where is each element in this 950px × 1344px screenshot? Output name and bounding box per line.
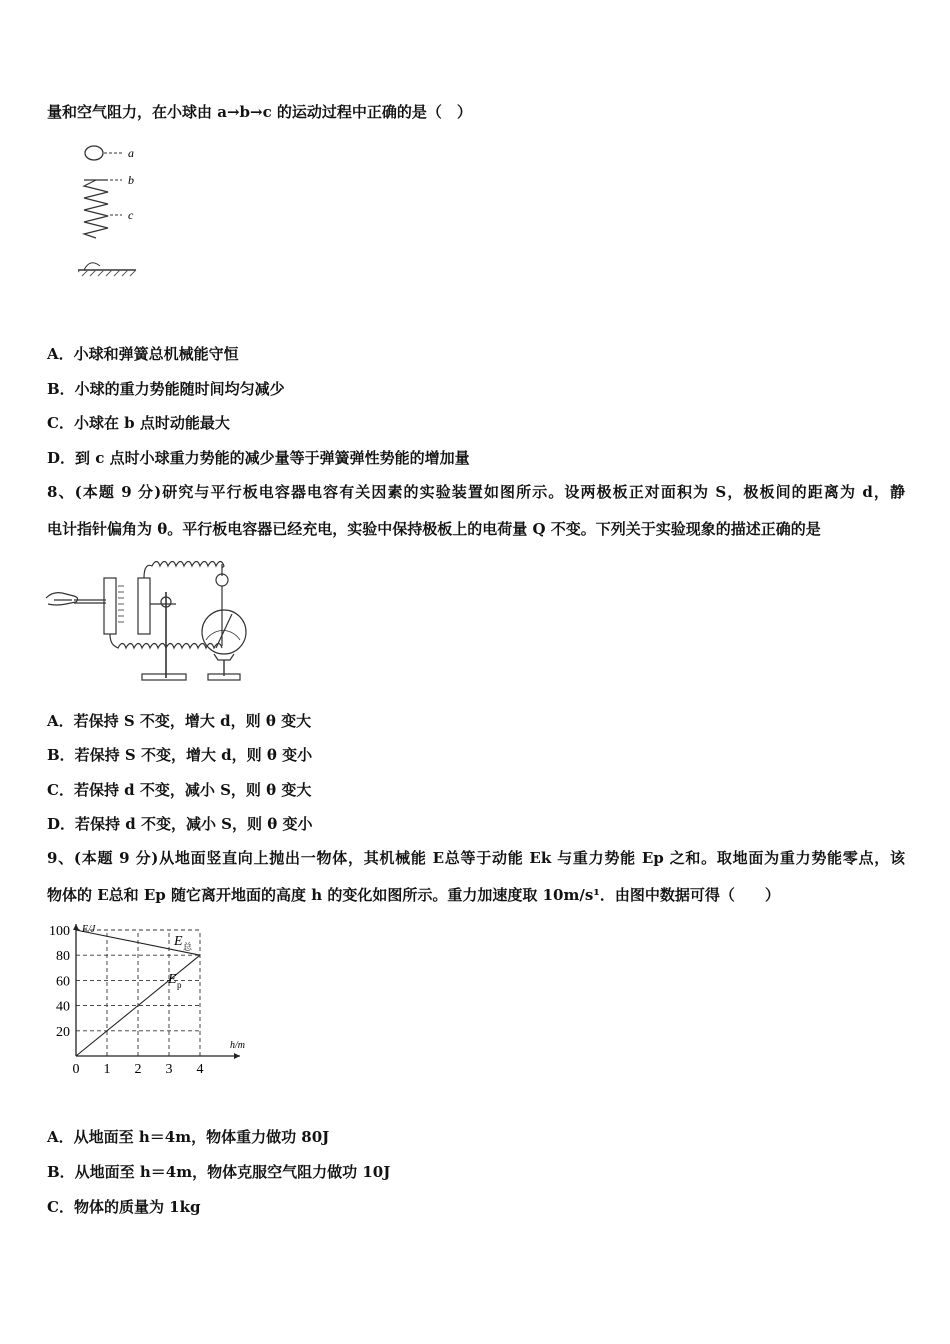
- q8-option-a: A．若保持 S 不变，增大 d，则 θ 变大: [47, 712, 312, 730]
- series-label-1: E: [168, 972, 177, 988]
- x-tick-label-3: 3: [165, 1062, 173, 1077]
- q9-stem-line2: 物体的 E总和 Ep 随它离开地面的高度 h 的变化如图所示。重力加速度取 10m/s¹．由图中数据可得（ ）: [47, 886, 780, 904]
- y-tick-label-0: 20: [56, 1024, 70, 1040]
- hand-shape: [46, 593, 78, 605]
- q8-option-d: D．若保持 d 不变，减小 S，则 θ 变小: [47, 815, 313, 833]
- series-label-0: E: [174, 934, 183, 950]
- ball-spring-figure: [78, 140, 158, 280]
- y-tick-label-3: 80: [56, 949, 70, 965]
- label-a: a: [128, 146, 134, 160]
- series-label-sub-1: p: [177, 980, 182, 991]
- y-axis-label: E/J: [82, 924, 96, 935]
- x-tick-label-0: 0: [72, 1062, 80, 1077]
- x-tick-label-1: 1: [103, 1062, 111, 1077]
- y-tick-label-2: 60: [56, 974, 70, 990]
- q7-option-a: A．小球和弹簧总机械能守恒: [47, 345, 239, 363]
- q8-stem-line2: 电计指针偏角为 θ。平行板电容器已经充电，实验中保持极板上的电荷量 Q 不变。下列关于实验现象的描述正确的是: [47, 520, 821, 538]
- label-c: c: [128, 208, 134, 222]
- x-tick-label-2: 2: [134, 1062, 142, 1077]
- energy-height-chart: [40, 918, 260, 1090]
- x-axis-label: h/m: [230, 1040, 245, 1051]
- y-axis-arrow: [73, 924, 79, 930]
- capacitor-apparatus-figure: [44, 556, 264, 686]
- x-tick-label-4: 4: [196, 1062, 204, 1077]
- q9-option-a: A．从地面至 h＝4m，物体重力做功 80J: [47, 1128, 330, 1146]
- q9-stem-line1: 9、(本题 9 分)从地面竖直向上抛出一物体，其机械能 E总等于动能 Ek 与重力势能 Ep 之和。取地面为重力势能零点，该: [47, 849, 905, 867]
- q8-option-b: B．若保持 S 不变，增大 d，则 θ 变小: [47, 746, 313, 764]
- q9-option-c: C．物体的质量为 1kg: [47, 1198, 201, 1216]
- x-axis-arrow: [234, 1053, 240, 1059]
- right-plate: [138, 578, 150, 634]
- q8-stem-line1: 8、(本题 9 分)研究与平行板电容器电容有关因素的实验装置如图所示。设两极板正对面积为 S，极板间的距离为 d，静: [47, 483, 905, 501]
- y-tick-label-4: 100: [49, 924, 70, 939]
- q7-option-d: D．到 c 点时小球重力势能的减少量等于弹簧弹性势能的增加量: [47, 449, 470, 467]
- spring-shape: [84, 180, 108, 238]
- q7-option-c: C．小球在 b 点时动能最大: [47, 414, 230, 432]
- q7-intro: 量和空气阻力，在小球由 a→b→c 的运动过程中正确的是（ ）: [47, 103, 472, 121]
- q7-option-b: B．小球的重力势能随时间均匀减少: [47, 380, 285, 398]
- y-tick-label-1: 40: [56, 999, 70, 1015]
- ball-shape: [85, 146, 103, 160]
- left-plate: [104, 578, 116, 634]
- series-label-sub-0: 总: [183, 942, 193, 953]
- label-b: b: [128, 173, 134, 187]
- q8-option-c: C．若保持 d 不变，减小 S，则 θ 变大: [47, 781, 312, 799]
- q9-option-b: B．从地面至 h＝4m，物体克服空气阻力做功 10J: [47, 1163, 391, 1181]
- top-wire: [144, 562, 224, 579]
